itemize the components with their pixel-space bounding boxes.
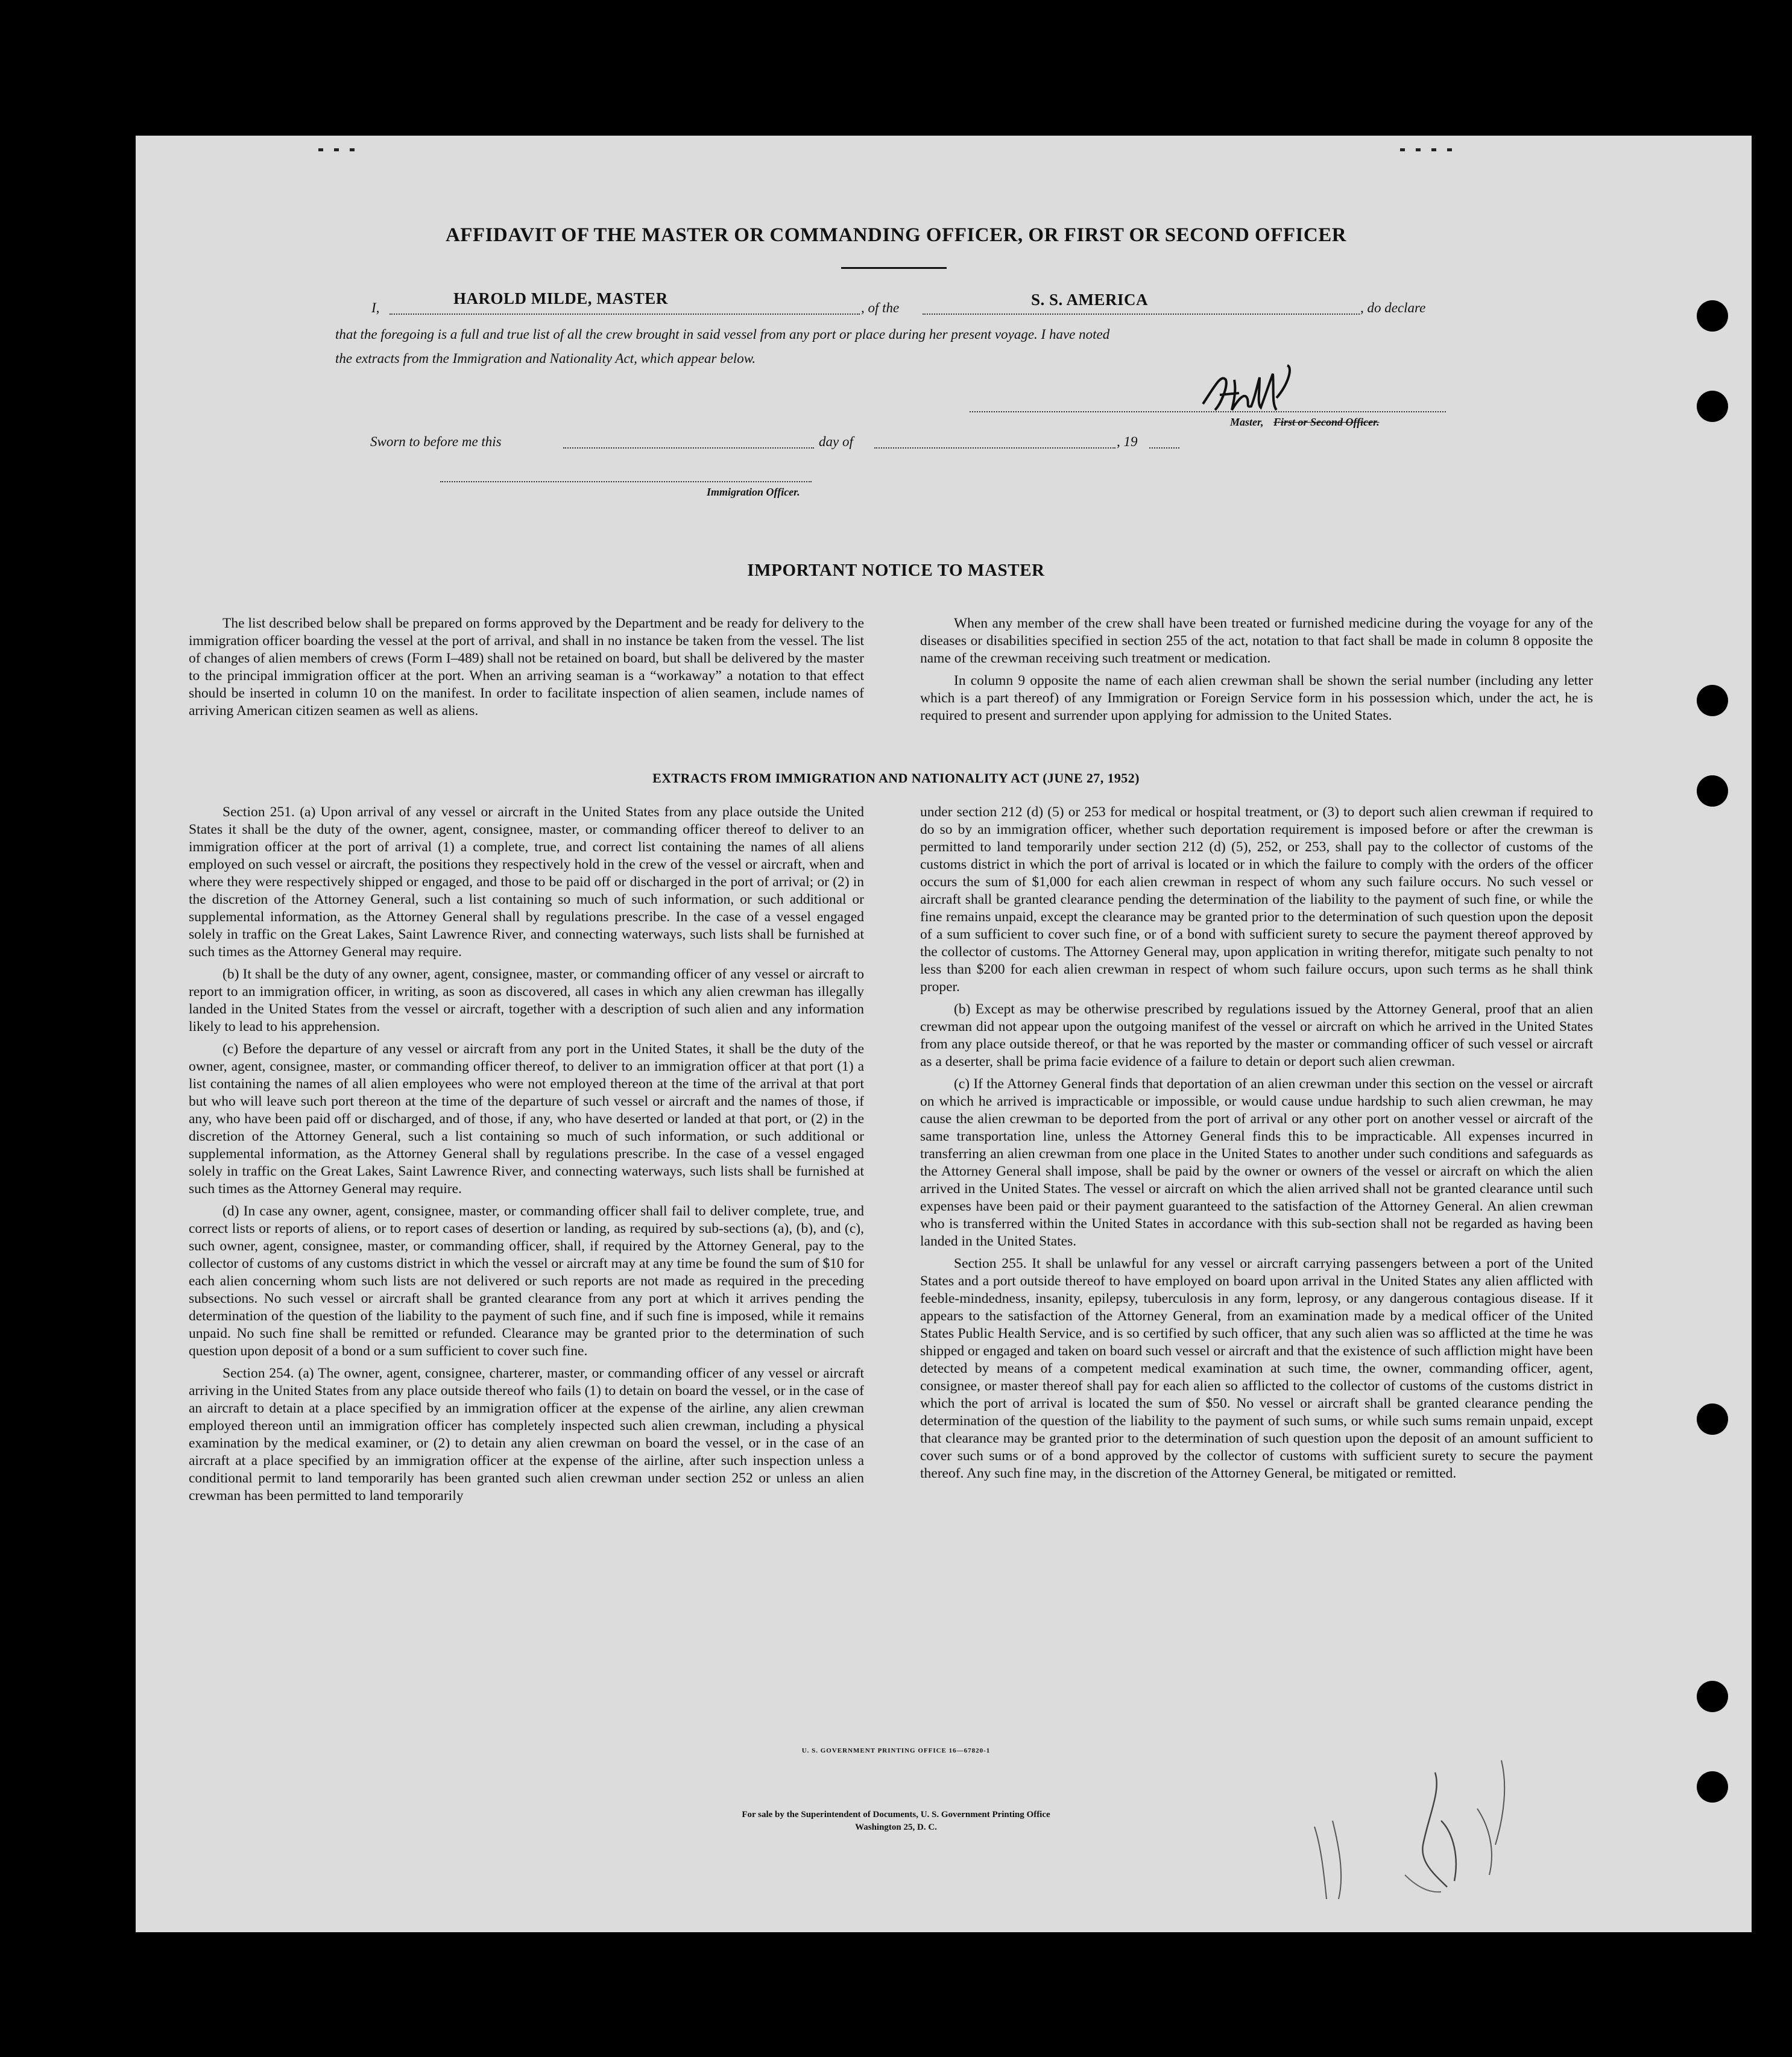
extract-paragraph: (c) Before the departure of any vessel or aircraft from any port in the United States, it shall be the duty of the owner, agent, consignee, master, or commanding officer thereof, to deliver to an immigration officer at that port (1) a list containing the names of all alien employees who were not employed thereon at the time of the arrival at that port but who will leave such port thereon at the time of the departure of such vessel or aircraft and the names of those, if any, who have been paid off or discharged, and of those, if any, who have deserted or landed at that port, or (2) in the discretion of the Attorney General, such a list containing so much of such information, or such additional or supplemental information, as the Attorney General shall by regulations prescribe. In the case of a vessel engaged solely in traffic on the Great Lakes, Saint Lawrence River, and connecting waterways, such lists shall be furnished at such times as the Attorney General may require. <box>189 1041 864 1197</box>
sworn-month-field[interactable] <box>874 447 1115 449</box>
master-name: HAROLD MILDE, MASTER <box>453 289 668 307</box>
punch-hole <box>1697 1403 1728 1435</box>
signature-line[interactable] <box>970 411 1446 412</box>
punch-hole <box>1697 1771 1728 1803</box>
do-declare-label: , do declare <box>1360 300 1426 315</box>
extract-paragraph: Section 251. (a) Upon arrival of any vessel or aircraft in the United States from any place outside the United States it shall be the duty of the owner, agent, consignee, master, or commanding officer thereof to deliver to an immigration officer at the port of arrival (1) a complete, true, and correct list containing the names of all aliens employed on such vessel or aircraft, the positions they respectively hold in the crew of the vessel or aircraft, when and where they were respectively shipped or engaged, and those to be paid off or discharged in the port of arrival; or (2) in the discretion of the Attorney General, such a list containing so much of such information, or such additional or supplemental information, as the Attorney General shall by regulations prescribe. In the case of a vessel engaged solely in traffic on the Great Lakes, Saint Lawrence River, and connecting waterways, such lists shall be furnished at such times as the Attorney General may require. <box>189 804 864 960</box>
day-of-label: day of <box>819 434 853 449</box>
punch-hole <box>1697 685 1728 716</box>
extracts-right-column <box>920 804 1593 1735</box>
extract-paragraph: (c) If the Attorney General finds that deportation of an alien crewman under this section on the vessel or aircraft on which he arrived is impracticable or impossible, or would cause undue hardship to such alien crewman, he may cause the alien crewman to be deported from the port of arrival or any other port on another vessel or aircraft of the same transportation line, unless the Attorney General finds this to be impracticable. All expenses incurred in transferring an alien crewman from one place in the United States to another under such conditions and safeguards as the Attorney General shall impose, shall be paid by the owner or owners of the vessel or aircraft on which the alien arrived in the United States. The vessel or aircraft on which the alien arrived shall not be granted clearance until such expenses have been paid or their payment guaranteed to the satisfaction of the Attorney General. An alien crewman who is transferred within the United States in accordance with this sub-section shall not be regarded as having been landed in the United States. <box>920 1076 1593 1249</box>
sworn-year-field[interactable] <box>1149 447 1179 449</box>
extract-paragraph: Section 254. (a) The owner, agent, consignee, charterer, master, or commanding officer of any vessel or aircraft arriving in the United States from any place outside thereof who fails (1) to detain on board the vessel, or in the case of an aircraft to detain at a place specified by an immigration officer at the expense of the airline, any alien crewman employed thereon until an immigration officer has completely inspected such alien crewman, including a physical examination by the medical examiner, or (2) to detain any alien crewman on board the vessel, or in the case of an aircraft at a place specified by an immigration officer at the expense of the airline, after such inspection unless a conditional permit to land temporarily has been granted such alien crewman under section 252 or unless an alien crewman has been permitted to land temporarily <box>189 1366 864 1504</box>
extract-paragraph: under section 212 (d) (5) or 253 for medical or hospital treatment, or (3) to deport such alien crewman if required to do so by an immigration officer, whether such deportation requirement is imposed before or after the crewman is permitted to land temporarily under section 212 (d) (5), 252, or 253, shall pay to the collector of customs of the customs district in which the port of arrival is located or in which the failure to comply with the orders of the officer occurs the sum of $1,000 for each alien crewman in respect of whom any such failure occurs. No such vessel or aircraft shall be granted clearance pending the determination of the liability to the payment of such fine, or while the fine remains unpaid, except the clearance may be granted prior to the determination of such question upon the deposit of a sum sufficient to cover such fine, or of a bond with sufficient surety to secure the payment thereof approved by the collector of customs. The Attorney General may, upon application in writing therefor, mitigate such penalty to not less than $200 for each alien crewman in respect of whom such failure occurs, upon such terms as he shall think proper. <box>920 804 1593 995</box>
signature-caption-master: Master, <box>1230 416 1264 428</box>
punch-hole <box>1697 391 1728 422</box>
notice-paragraph: The list described below shall be prepared on forms approved by the Department and be ready for delivery to the immigration officer boarding the vessel at the port of arrival, and shall in no instance be taken from the vessel. The list of changes of alien members of crews (Form I–489) shall not be retained on board, but shall be delivered by the master to the principal immigration officer at the port. When an arriving seaman is a “workaway” a notation to that effect should be inserted in column 10 on the manifest. In order to facilitate inspection of alien seamen, include names of arriving American citizen seamen as well as aliens. <box>189 616 864 719</box>
printer-imprint: U. S. GOVERNMENT PRINTING OFFICE 16—67820-1 <box>801 1747 991 1754</box>
vessel-name-field[interactable] <box>923 313 1360 315</box>
notice-left-column <box>189 615 864 725</box>
sworn-day-field[interactable] <box>563 447 814 449</box>
signature-caption-struck: First or Second Officer. <box>1273 416 1380 428</box>
immigration-officer-line[interactable] <box>440 481 812 482</box>
year-label: , 19 <box>1117 434 1138 449</box>
declaration-line-2: the extracts from the Immigration and Nationality Act, which appear below. <box>335 351 756 366</box>
notice-right-column <box>920 615 1593 729</box>
extracts-left-column <box>189 804 864 1723</box>
scan-specks-right <box>1400 148 1463 152</box>
sale-line-2: Washington 25, D. C. <box>855 1822 937 1832</box>
i-label: I, <box>371 300 380 315</box>
punch-hole <box>1697 300 1728 332</box>
sale-line-1: For sale by the Superintendent of Documents, U. S. Government Printing Office <box>742 1810 1050 1819</box>
of-the-label: , of the <box>861 300 900 315</box>
extract-paragraph: (b) Except as may be otherwise prescribed by regulations issued by the Attorney General, proof that an alien crewman did not appear upon the outgoing manifest of the vessel or aircraft on which he arrived in the United States from any place outside thereof, or that he was reported by the master or commanding officer of such vessel or aircraft as a deserter, shall be prima facie evidence of a failure to detain or deport such alien crewman. <box>920 1001 1593 1069</box>
vessel-name: S. S. AMERICA <box>1031 291 1149 309</box>
declaration-line-1: that the foregoing is a full and true list of all the crew brought in said vessel from any port or place during her present voyage. I have noted <box>335 327 1110 342</box>
extract-paragraph: (b) It shall be the duty of any owner, agent, consignee, master, or commanding officer of any vessel or aircraft to report to an immigration officer, in writing, as soon as discovered, all cases in which any alien crewman has illegally landed in the United States from the vessel or aircraft, together with a description of such alien and any information likely to lead to his apprehension. <box>189 966 864 1035</box>
affidavit-title: AFFIDAVIT OF THE MASTER OR COMMANDING OFFICER, OR FIRST OR SECOND OFFICER <box>445 224 1347 246</box>
master-name-field[interactable] <box>390 313 860 315</box>
immigration-officer-caption: Immigration Officer. <box>707 486 800 498</box>
scan-specks-left <box>318 148 365 152</box>
title-divider <box>841 267 947 269</box>
extract-paragraph: (d) In case any owner, agent, consignee, master, or commanding officer shall fail to deliver complete, true, and correct lists or reports of aliens, or to report cases of desertion or landing, as required by sub-sections (a), (b), and (c), such owner, agent, consignee, master, or commanding officer, shall, if required by the Attorney General, pay to the collector of customs of any customs district in which the vessel or aircraft may at any time be found the sum of $10 for each alien concerning whom such lists are not delivered or such reports are not made as required in the preceding subsections. No such vessel or aircraft shall be granted clearance from any port at which it arrives pending the determination of the question of the liability to the payment of such fine, and if such fine is imposed, while it remains unpaid. No such fine shall be remitted or refunded. Clearance may be granted prior to the determination of such question upon deposit of a bond or a sum sufficient to cover such fine. <box>189 1203 864 1359</box>
notice-paragraph: In column 9 opposite the name of each alien crewman shall be shown the serial number (including any letter which is a part thereof) of any Immigration or Foreign Service form in his possession which, under the act, he is required to present and surrender upon applying for admission to the United States. <box>920 673 1593 723</box>
extract-paragraph: Section 255. It shall be unlawful for any vessel or aircraft carrying passengers between a port of the United States and a port outside thereof to have employed on board upon arrival in the United States any alien afflicted with feeble-mindedness, insanity, epilepsy, tuberculosis in any form, leprosy, or any dangerous contagious disease. If it appears to the satisfaction of the Attorney General, from an examination made by a medical officer of the United States Public Health Service, and is so certified by such officer, that any such alien was so afflicted at the time he was shipped or engaged and taken on board such vessel or aircraft and that the existence of such affliction might have been detected by means of a competent medical examination at such time, the owner, commanding officer, agent, consignee, or master thereof shall pay for each alien so afflicted to the collector of customs of the customs district in which the port of arrival is located the sum of $50. No vessel or aircraft shall be granted clearance pending the determination of the question of the liability to the payment of such sums, or while such sums remain unpaid, except that clearance may be granted prior to the determination of such question upon the deposit of an amount sufficient to cover such sums or of a bond approved by the collector of customs with sufficient surety to secure the payment thereof. Any such fine may, in the discretion of the Attorney General, be mitigated or remitted. <box>920 1256 1593 1481</box>
sworn-label: Sworn to before me this <box>370 434 502 449</box>
notice-paragraph: When any member of the crew shall have been treated or furnished medicine during the voyage for any of the diseases or disabilities specified in section 255 of the act, notation to that fact shall be made in column 8 opposite the name of the crewman receiving such treatment or medication. <box>920 616 1593 666</box>
extracts-heading: EXTRACTS FROM IMMIGRATION AND NATIONALITY ACT (JUNE 27, 1952) <box>652 770 1140 786</box>
punch-hole <box>1697 1681 1728 1712</box>
pencil-marks <box>1296 1724 1586 1905</box>
notice-heading: IMPORTANT NOTICE TO MASTER <box>747 561 1045 580</box>
